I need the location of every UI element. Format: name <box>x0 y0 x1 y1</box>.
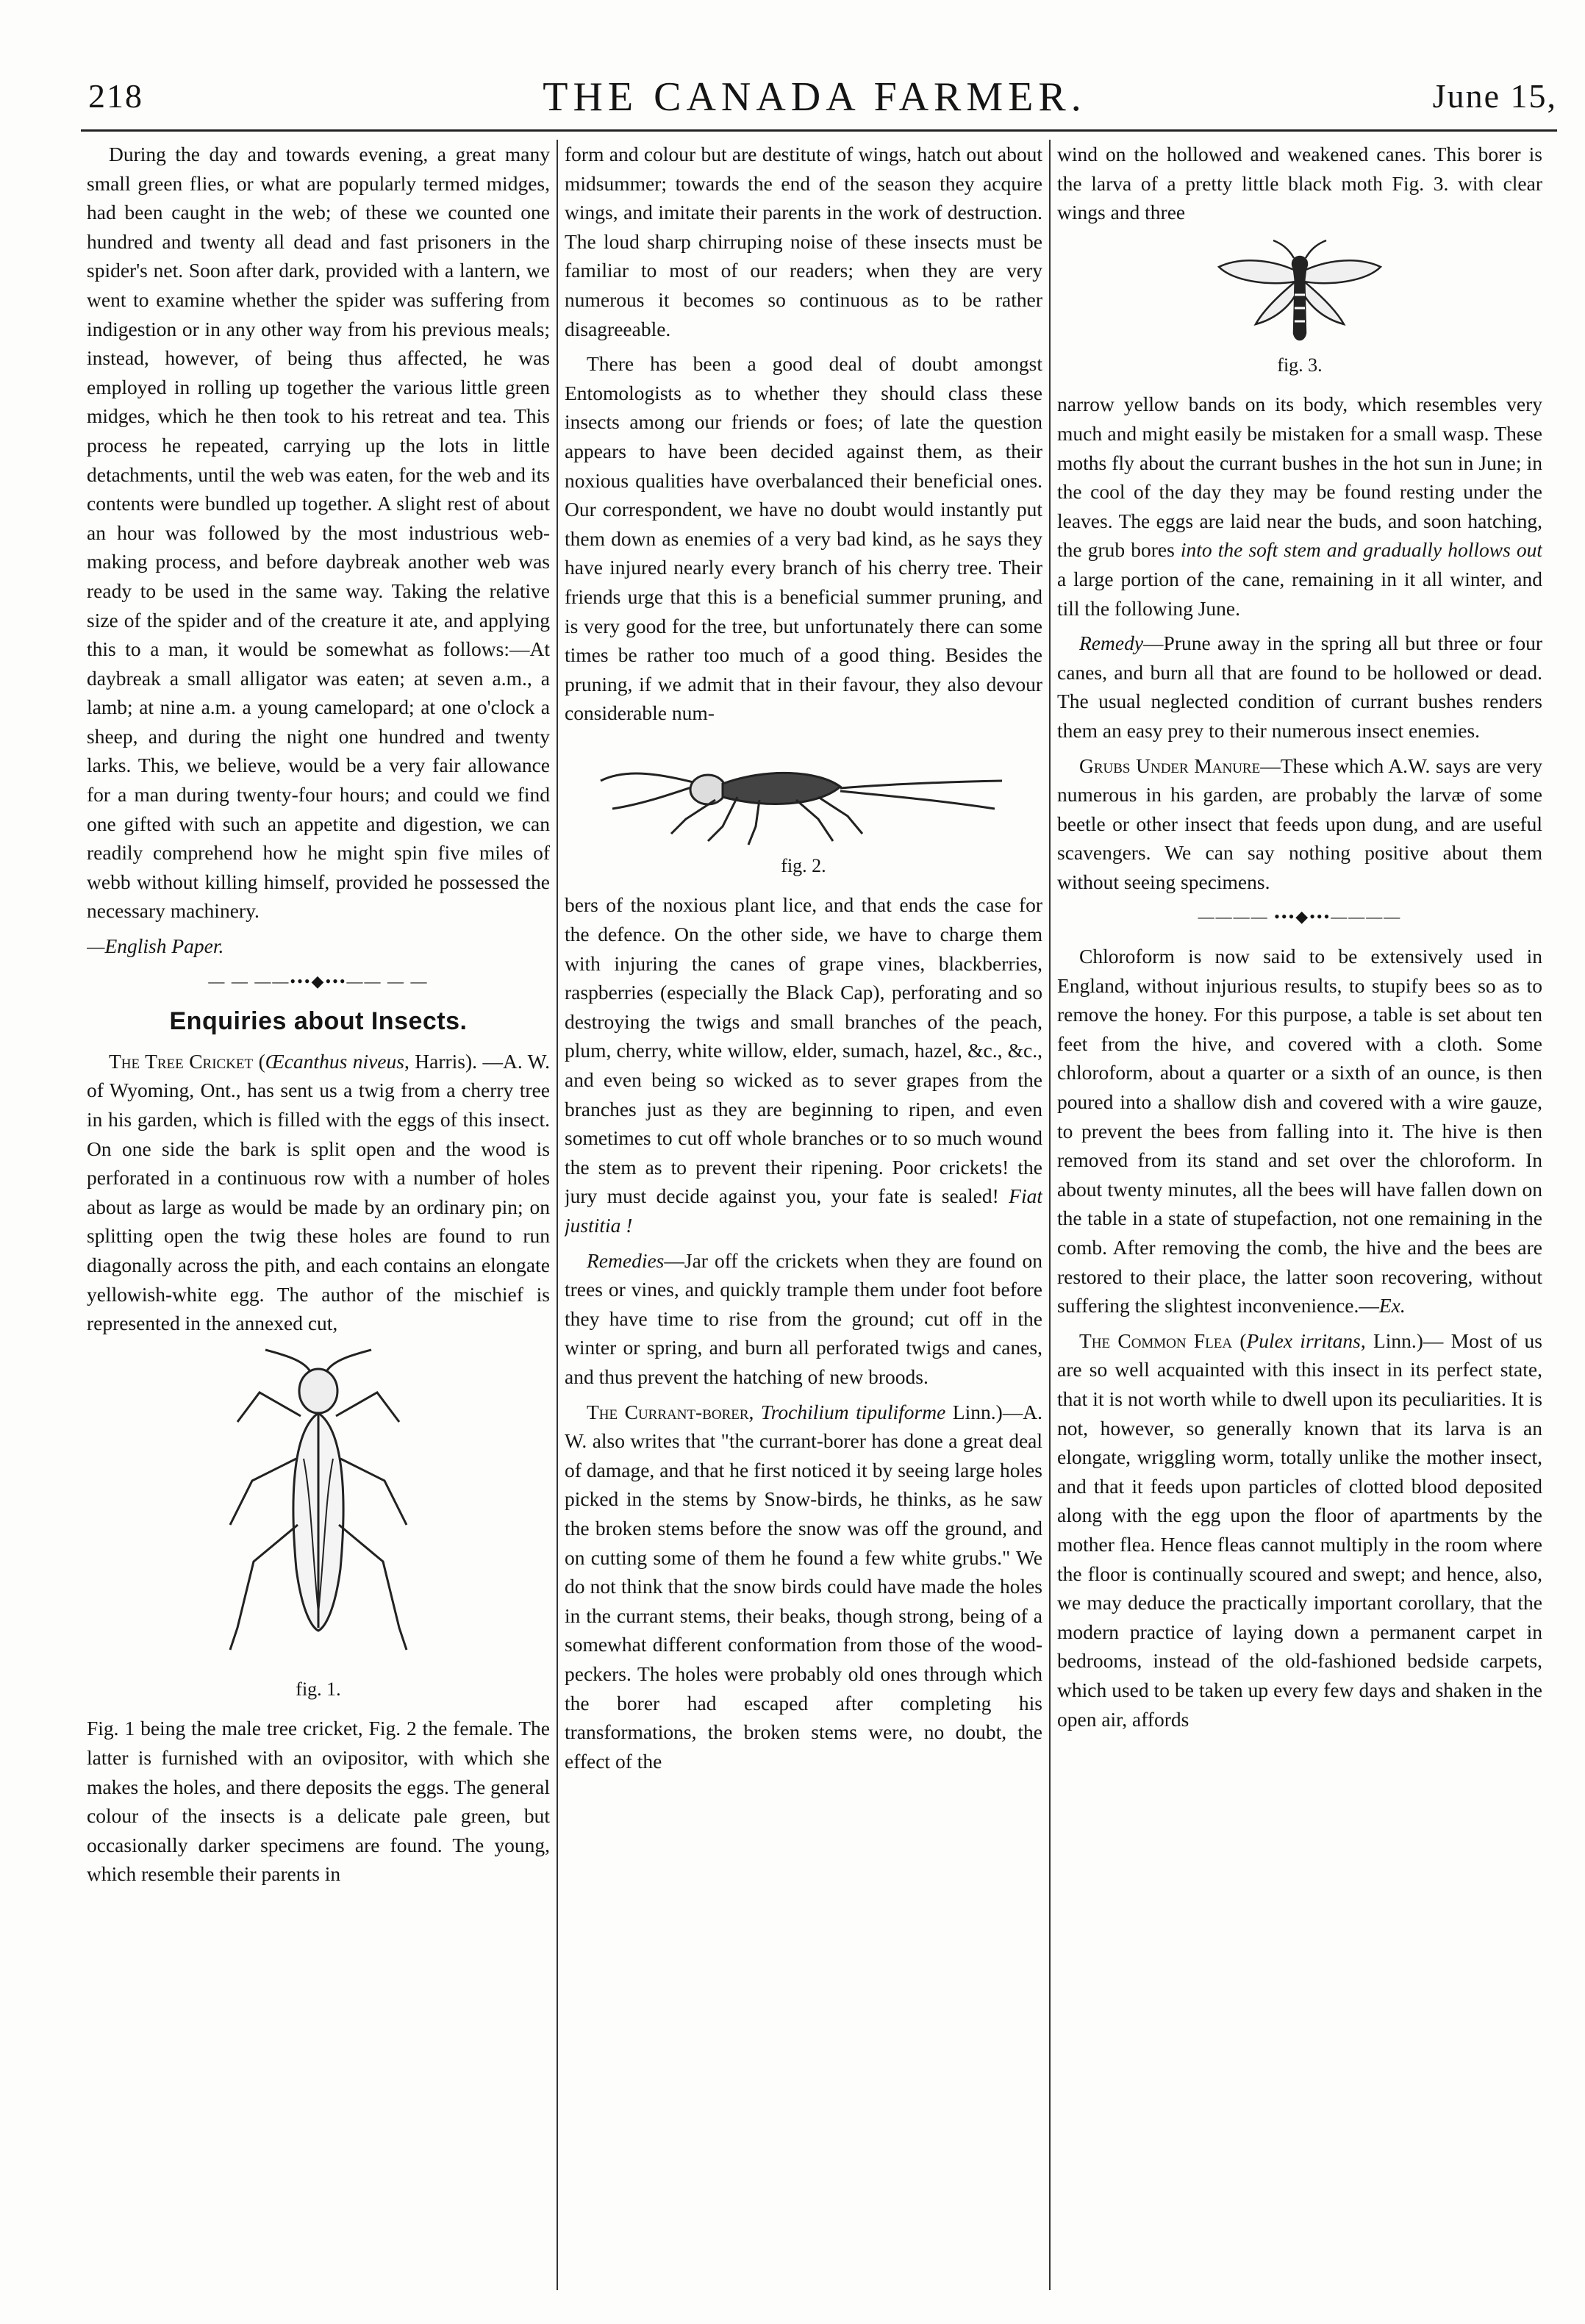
section-heading: Enquiries about Insects. <box>169 1007 468 1036</box>
defence-paragraph: bers of the noxious plant lice, and that ends the case for the defence. On the other side, we have to charge them with injuring the canes of grape vines, blackberries, raspberries (especially the Black Cap), perforating and so destroying the twigs and small branches of the peach, plum, cherry, white willow, elder, sumach, hazel, &c., &c., and even being so wicked as to sever grapes from the branches just as they are beginning to ripen, and even sometimes to cut off whole branches or to so much wound the stem as to prevent their ripening. Poor crickets! the jury must decide against you, your fate is sealed! <box>565 893 1042 1208</box>
fiat-justitia: Fiat justitia ! <box>565 1184 1042 1237</box>
moth-intro: wind on the hollowed and weakened canes. This borer is the larva of a pretty little black moth Fig. 3. with clear wings and three <box>1057 143 1542 224</box>
young-crickets-paragraph: form and colour but are destitute of wings, hatch out about midsummer; towards the end of the season they acquire wings, and imitate their parents in the work of destruction. The loud sharp chirruping noise of these insects must be familiar to most of our readers; when they are very numerous it becomes so continuous as to be rather disagreeable. <box>565 143 1042 340</box>
figure-2-caption: fig. 2. <box>781 854 826 876</box>
figure-3 <box>1057 237 1542 380</box>
grubs-paragraph: Grubs Under Manure—These which A.W. says are very numerous in his garden, are probably the larvæ of some beetle or other insect that feeds upon dung, and are useful scavengers. We can say nothing positive about them without seeing specimens. <box>1057 754 1542 893</box>
column-3 <box>1057 140 1542 2290</box>
column-divider-1 <box>557 140 558 2290</box>
female-tree-cricket-illustration <box>598 738 1009 848</box>
male-tree-cricket-illustration <box>208 1348 429 1672</box>
page-number: 218 <box>88 77 143 115</box>
header-rule <box>81 129 1557 132</box>
remedies-paragraph: Remedies—Jar off the crickets when they are found on trees or vines, and quickly trample them under foot before they have time to rise from the ground; cut off in the winter or spring, and burn all perforated twigs and canes, and thus prevent the hatching of new broods. <box>565 1248 1042 1388</box>
ornament-divider: — — ——•••◆•••—— — — <box>208 971 429 990</box>
figure-explanation: Fig. 1 being the male tree cricket, Fig. 2 the female. The latter is furnished with an ovipositor, with which she makes the holes, and there deposits the eggs. The general colour of the insects is a delicate pale green, but occasionally darker specimens are found. The young, which resemble their parents in <box>87 1717 550 1886</box>
newspaper-title: THE CANADA FARMER. <box>543 74 1087 120</box>
moth-description: narrow yellow bands on its body, which resembles very much and might easily be mistaken for a small wasp. These moths fly about the currant bushes in the hot sun in June; in the cool of the day they may be found resting under the leaves. The eggs are laid near the buds, and soon hatching, the grub bores into the soft stem and gradually hollows out a large portion of the cane, remaining in it all winter, and till the following June. <box>1057 393 1542 620</box>
column-divider-2 <box>1049 140 1051 2290</box>
figure-3-caption: fig. 3. <box>1277 354 1323 376</box>
ornament-divider-2: ———— •••◆•••———— <box>1198 907 1402 926</box>
column-2 <box>565 140 1042 2290</box>
issue-date: June 15, <box>1432 77 1557 115</box>
currant-borer-paragraph: The Currant-borer, Trochilium tipuliforme Linn.)—A. W. also writes that "the currant-borer has done a great deal of damage, and that he first noticed it by seeing large holes picked in the stems by Snow-birds, he thinks, as he saw the broken stems before the snow was off the ground, and on cutting some of them he found a few white grubs." We do not think that the snow birds could have made the holes in the currant stems, their beaks, though strong, being of a somewhat different conformation from those of the wood-peckers. The holes were probably old ones through which the borer had escaped after completing his transformations, the broken stems were, no doubt, the effect of the <box>565 1400 1042 1773</box>
chloroform-paragraph: Chloroform is now said to be extensively used in England, without injurious results, to stupify bees so as to remove the honey. For this purpose, a table is set about ten feet from the hive, and covered with a cloth. Some chloroform, about a quarter or a sixth of an ounce, is then poured into a shallow dish and covered with a wire gauze, to prevent the bees from falling into it. The hive is then removed from its stand and set over the chloroform. In about twenty minutes, all the bees will have fallen down on the table in a state of stupefaction, not one remaining in the comb. After removing the comb, the hive and the bees are restored to their place, the latter soon recovering, without suffering the slightest inconvenience.—Ex. <box>1057 945 1542 1317</box>
currant-borer-moth-illustration <box>1212 237 1388 348</box>
figure-1 <box>87 1348 550 1704</box>
tree-cricket-intro: The Tree Cricket (Œcanthus niveus, Harris). —A. W. of Wyoming, Ont., has sent us a twig from a cherry tree in his garden, which is filled with the eggs of this insect. On one side the bark is split open and the wood is perforated in a continuous row with a number of holes about as large as would be made by an ordinary pin; on splitting open the twig these holes are found to run diagonally across the pith, and each contains an elongate yellowish-white egg. The author of the mischief is represented in the annexed cut, <box>87 1049 550 1335</box>
figure-1-caption: fig. 1. <box>296 1678 341 1700</box>
figure-2 <box>565 738 1042 881</box>
spider-paragraph: During the day and towards evening, a great many small green flies, or what are popularly termed midges, had been caught in the web; of these we counted one hundred and twenty all dead and fast prisoners in the spider's net. Soon after dark, provided with a lantern, we went to examine whether the spider was suffering from indigestion or in any other way from his previous meals; instead, however, of being thus affected, he was employed in rolling up together the various little green midges, which he then took to his retreat and tea. This process he repeated, carrying up the lots in little detachments, until the web was eaten, for the web and its contents were bundled up together. A slight rest of about an hour was followed by the most industrious web-making process, and before daybreak another web was ready to be used in the same way. Taking the relative size of the spider and of the creature it ate, and applying this to a man, it would be somewhat as follows:—At daybreak a small alligator was eaten; at seven a.m., a lamb; at nine a.m. a young camelopard; at one o'clock a sheep, and during the night one hundred and twenty larks. This, we believe, would be a very fair allowance for a man during twenty-four hours; and could we find one gifted with such an appetite and digestion, we can readily comprehend how he might spin five miles of webb without killing himself, provided he possessed the necessary machinery. <box>87 143 550 923</box>
source-credit: —English Paper. <box>87 934 224 958</box>
page-header <box>72 68 1557 126</box>
column-1 <box>87 140 550 2290</box>
common-flea-paragraph: The Common Flea (Pulex irritans, Linn.)— Most of us are so well acquainted with this insect in its perfect state, that it is not worth while to dwell upon its peculiarities. It is not, however, so generally known that its larva is an elongate, wriggling worm, totally unlike the mother insect, and that it feeds upon particles of clotted blood deposited along with the egg upon the floor of apartments by the mother flea. Hence fleas cannot multiply in the room where the floor is continually scoured and swept; and hence, also, we may deduce the practically important corollary, that the modern practice of laying down a permanent carpet in bedrooms, instead of the old-fashioned bedside carpets, which used to be taken up every few days and shaken in the open air, affords <box>1057 1329 1542 1731</box>
friends-or-foes-paragraph: There has been a good deal of doubt amongst Entomologists as to whether they should class these insects among our friends or foes; of late the question appears to have been decided against them, as their noxious qualities have overbalanced their beneficial ones. Our correspondent, we have no doubt would instantly put them down as enemies of a very bad kind, as he says they have injured nearly every branch of his cherry tree. Their friends urge that this is a beneficial summer pruning, and is very good for the tree, but unfortunately there can some times be rather too much of a good thing. Besides the pruning, if we admit that in their favour, they also devour considerable num- <box>565 352 1042 725</box>
remedy-paragraph: Remedy—Prune away in the spring all but three or four canes, and burn all that are found to be hollowed or dead. The usual neglected condition of currant bushes renders them an easy prey to their numerous insect enemies. <box>1057 632 1542 742</box>
